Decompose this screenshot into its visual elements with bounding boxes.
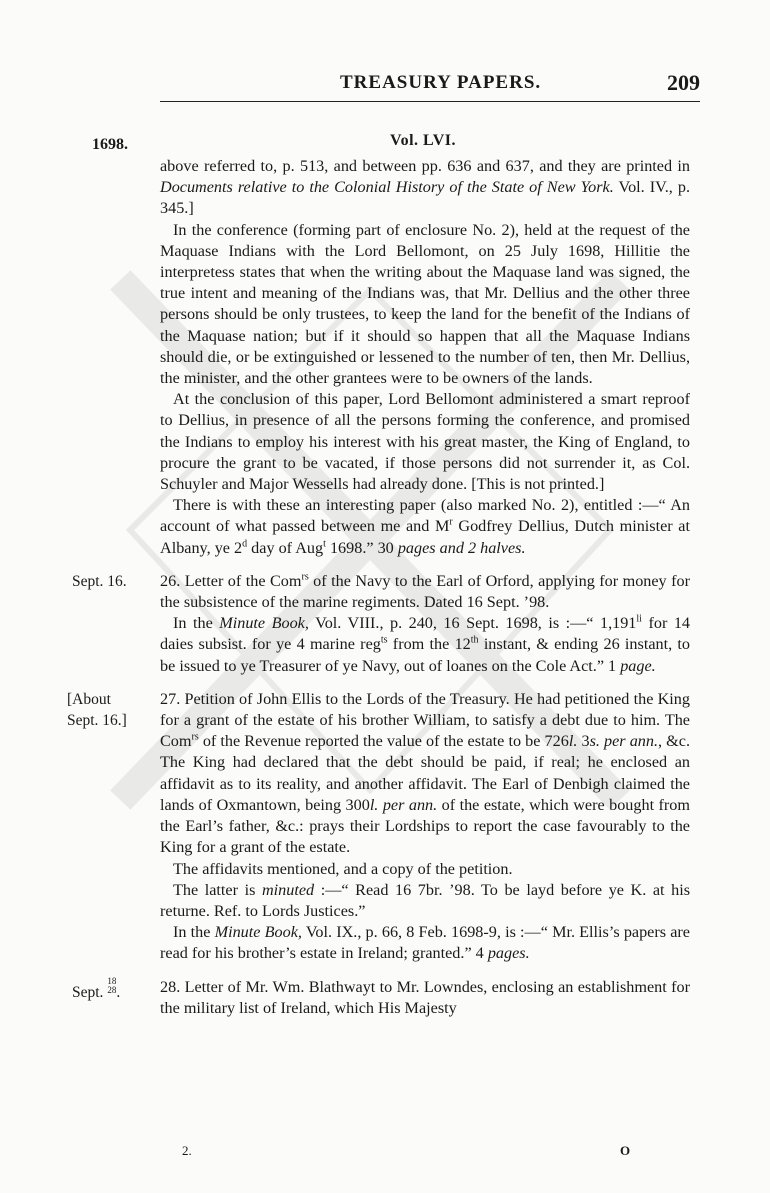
paragraph: In the Minute Book, Vol. IX., p. 66, 8 Feb. 1698-9, is :—“ Mr. Ellis’s papers are read for his brother’s estate in Ireland; granted.” 4 pages. [160, 923, 690, 963]
entry-26 [72, 571, 691, 677]
page-footer [160, 1143, 700, 1163]
running-header [160, 72, 700, 102]
page-body [67, 156, 691, 1019]
paragraph: 26. Letter of the Com$^{rs}$ of the Navy to the Earl of Orford, applying for money for the subsistence of the marine regiments. Dated 16 Sept. ’98. [160, 571, 690, 612]
paragraph: 27. Petition of John Ellis to the Lords of the Treasury. He had petitioned the King for a grant of the estate of his brother William, to satisfy a debt due to him. The Com$^{rs}$ of the Revenue reported the value of the estate to be 726l. 3s. per ann., &c. The King had declared that the debt should be paid, if real; he enclosed an affidavit as to its reality, and another affidavit. The Earl of Denbigh claimed the lands of Oxmantown, being 300l. per ann. of the estate, which were bought from the Earl’s father, &c.: prays their Lordships to report the case favourably to the King for a grant of the estate. [160, 689, 690, 857]
paragraph: There is with these an interesting paper (also marked No. 2), entitled :—“ An account of what passed between me and $M^r$ Godfrey Dellius, Dutch minister at Albany, ye 2$^d$ day of Aug$^t$ 1698.” 30 pages and 2 halves. [160, 496, 690, 557]
signature-mark: 2. [182, 1143, 192, 1158]
paragraph: In the conference (forming part of enclosure No. 2), held at the request of the Maquase Indians with the Lord Bellomont, on 25 July 1698, Hillitie the interpretess states that when the writing about the Maquase land was signed, the true intent and meaning of the Indians was, that Mr. Dellius and the other three persons should be only trustees, to keep the land for the benefit of the Indians of the Maquase nation; but if it should so happen that all the Maquase Indians should die, or be extinguished or lessened to the number of ten, then Mr. Dellius, the minister, and the other grantees were to be owners of the lands. [160, 220, 690, 388]
paragraph: 28. Letter of Mr. Wm. Blathwayt to Mr. Lowndes, enclosing an establishment for the military list of Ireland, which His Majesty [160, 977, 690, 1017]
page-number: 209 [667, 70, 700, 95]
entry-date: [About Sept. 16.] [67, 690, 127, 729]
paragraph: The latter is minuted :—“ Read 16 7br. ’98. To be layd before ye K. at his returne. Ref. to Lords Justices.” [160, 880, 691, 920]
paragraph: At the conclusion of this paper, Lord Bellomont administered a smart reproof to Dellius, in presence of all the persons forming the conference, and promised the Indians to employ his interest with his great master, the King of England, to procure the grant to be vacated, if those persons did not surrender it, as Col. Schuyler and Major Wessells had already done. [This is not printed.] [160, 390, 690, 494]
entry-27 [67, 689, 691, 965]
margin-year: 1698. [92, 136, 128, 153]
entry-date: Sept. 16. [72, 572, 127, 590]
paragraph: In the Minute Book, Vol. VIII., p. 240, 16 Sept. 1698, is :—“ $1,191^{li}$ for 14 daies subsist. for ye 4 marine reg$^{ts}$ from the 12th instant, & ending 26 instant, to be issued to ye Treasurer of ye Navy, out of loanes on the Cole Act.” 1 page. [160, 613, 691, 675]
paragraph: The affidavits mentioned, and a copy of the petition. [173, 859, 513, 878]
paragraph: above referred to, p. 513, and between pp. 636 and 637, and they are printed in Documents relative to the Colonial History of the State of New York. Vol. IV., p. 345.] [160, 157, 690, 218]
volume-heading: Vol. LVI. [390, 132, 457, 149]
entry-28 [72, 975, 690, 1019]
gathering-mark: O [620, 1143, 631, 1158]
header-rule [160, 101, 700, 102]
header-title: TREASURY PAPERS. [340, 72, 542, 93]
entry-date: Sept. $^{18 28}$. [72, 975, 121, 1001]
